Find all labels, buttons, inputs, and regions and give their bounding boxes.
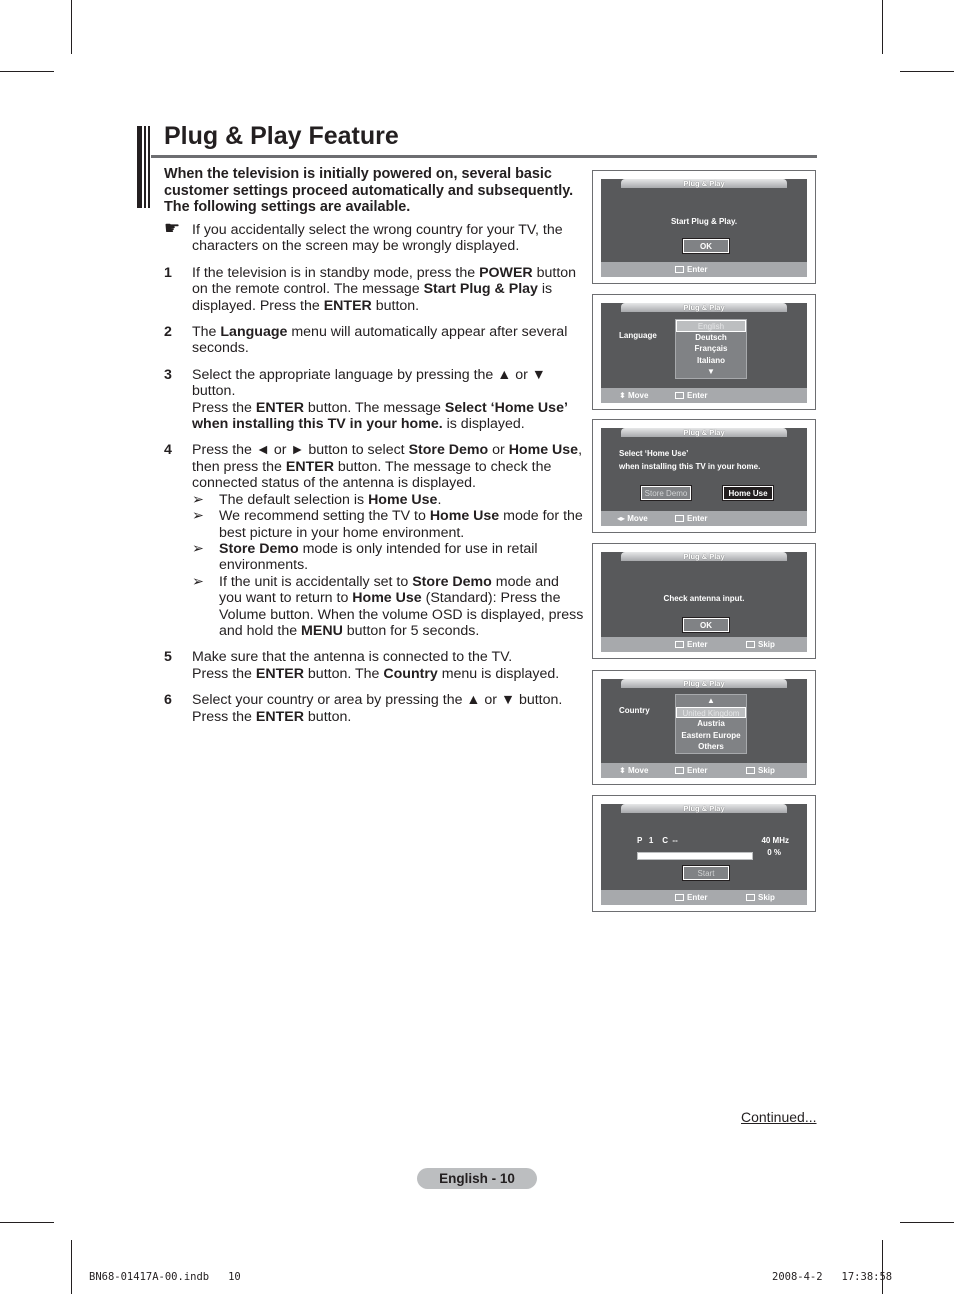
arrow-bullet-icon: ➢ <box>192 491 204 508</box>
step-subnote: ➢ If the unit is accidentally set to Store Demo mode and you want to return to Home Use (Standard): Press the Volume button. When the volume OSD is displayed, press and hold the MENU button for 5 seconds. <box>192 573 584 639</box>
osd-header: Plug & Play <box>621 179 787 188</box>
enter-icon <box>675 894 684 901</box>
title-rule <box>151 155 817 158</box>
country-option[interactable]: Others <box>698 742 724 751</box>
skip-label: Skip <box>758 640 775 649</box>
country-label: Country <box>619 706 650 715</box>
print-slug-file: BN68-01417A-00.indb 10 <box>89 1271 241 1283</box>
step-item <box>164 367 584 433</box>
step-number: 2 <box>164 324 172 341</box>
step-item <box>164 265 584 314</box>
step-text: The Language menu will automatically appear after several seconds. <box>192 324 568 357</box>
enter-label: Enter <box>687 766 708 775</box>
osd-screen-channel-search <box>592 795 816 912</box>
enter-label: Enter <box>687 514 708 523</box>
step-text: If the television is in standby mode, press the POWER button on the remote control. The message Start Plug & Play is displayed. Press the ENTER button. <box>192 264 577 314</box>
crop-mark <box>71 1240 72 1294</box>
enter-icon <box>675 641 684 648</box>
language-list[interactable] <box>675 319 747 379</box>
step-subnote: ➢ Store Demo mode is only intended for use in retail environments. <box>192 540 538 574</box>
osd-header: Plug & Play <box>621 428 787 437</box>
step-text: Select your country or area by pressing the ▲ or ▼ button. Press the ENTER button. <box>192 692 563 725</box>
step-item <box>164 649 584 682</box>
step-number: 4 <box>164 442 172 459</box>
arrow-bullet-icon: ➢ <box>192 573 204 590</box>
crop-mark <box>0 1222 54 1223</box>
enter-label: Enter <box>687 265 708 274</box>
skip-icon <box>746 641 755 648</box>
language-option[interactable]: Français <box>694 344 728 353</box>
step-text: Select the appropriate language by pressing the ▲ or ▼ button. Press the ENTER button. The message Select ‘Home Use’ when installing this TV in your home. is displayed. <box>192 366 568 433</box>
leftright-icon: ◂▸ <box>617 514 628 523</box>
osd-message: Check antenna input. <box>663 594 745 603</box>
instructions <box>164 218 584 735</box>
osd-screen-home-use <box>592 419 816 533</box>
move-label: Move <box>627 391 649 400</box>
step-subnote: ➢ The default selection is Home Use. <box>192 491 442 508</box>
step-number: 3 <box>164 366 172 383</box>
home-use-button[interactable]: Home Use <box>723 486 773 500</box>
updown-icon: ⬍ <box>619 766 628 775</box>
step-item <box>164 324 584 357</box>
country-option[interactable]: Austria <box>697 719 725 728</box>
osd-screen-language <box>592 294 816 410</box>
page-number-badge: English - 10 <box>417 1168 537 1189</box>
pointing-hand-icon: ☛ <box>164 218 181 238</box>
osd-line2: when installing this TV in your home. <box>619 462 761 471</box>
enter-icon <box>675 392 684 399</box>
language-option[interactable]: English <box>676 320 746 332</box>
crop-mark <box>0 71 54 72</box>
updown-icon: ⬍ <box>619 391 628 400</box>
crop-mark <box>882 0 883 54</box>
osd-screen-start <box>592 170 816 284</box>
step-item <box>164 692 584 725</box>
step-item <box>164 442 584 639</box>
osd-header: Plug & Play <box>621 804 787 813</box>
enter-icon <box>675 515 684 522</box>
country-option[interactable]: Eastern Europe <box>681 730 741 740</box>
skip-label: Skip <box>758 893 775 902</box>
country-list[interactable] <box>675 694 747 754</box>
scroll-up-icon[interactable]: ▲ <box>707 696 715 705</box>
enter-label: Enter <box>687 893 708 902</box>
arrow-bullet-icon: ➢ <box>192 540 204 557</box>
frequency-readout: 40 MHz <box>761 836 789 845</box>
crop-mark <box>71 0 72 54</box>
step-text: Make sure that the antenna is connected to the TV. Press the ENTER button. The Country menu is displayed. <box>192 649 560 682</box>
crop-mark <box>882 1240 883 1294</box>
search-progress-bar <box>637 852 753 860</box>
print-slug-date: 2008-4-2 17:38:58 <box>772 1271 893 1283</box>
progress-percent: 0 % <box>767 848 781 857</box>
language-option[interactable]: Deutsch <box>695 332 727 342</box>
note <box>164 218 584 255</box>
start-button[interactable]: Start <box>683 866 729 880</box>
ok-button[interactable]: OK <box>683 239 729 253</box>
country-option[interactable]: United Kingdom <box>676 707 746 719</box>
ok-button[interactable]: OK <box>683 618 729 632</box>
store-demo-button[interactable]: Store Demo <box>641 486 691 500</box>
step-subnote: ➢ We recommend setting the TV to Home Use mode for the best picture in your home environment. <box>192 508 583 541</box>
enter-icon <box>675 767 684 774</box>
crop-mark <box>900 71 954 72</box>
arrow-bullet-icon: ➢ <box>192 508 204 525</box>
step-number: 5 <box>164 649 172 666</box>
osd-message: Start Plug & Play. <box>670 217 738 226</box>
scroll-down-icon[interactable]: ▼ <box>707 367 715 376</box>
move-label: Move <box>627 766 649 775</box>
heading-bars <box>137 126 151 208</box>
language-option[interactable]: Italiano <box>696 355 725 365</box>
osd-header: Plug & Play <box>621 679 787 688</box>
osd-header: Plug & Play <box>621 552 787 561</box>
move-label: Move <box>627 514 648 523</box>
enter-label: Enter <box>687 391 708 400</box>
step-number: 1 <box>164 264 172 281</box>
enter-icon <box>675 266 684 273</box>
skip-icon <box>746 767 755 774</box>
language-label: Language <box>619 331 657 340</box>
skip-label: Skip <box>758 766 775 775</box>
step-text: Press the ◄ or ► button to select Store Demo or Home Use, then press the ENTER button. The message to check the connected status of the antenna is displayed. <box>192 442 583 492</box>
intro-text: When the television is initially powered on, several basic customer settings proceed automatically and subsequently. The following settings are available. <box>164 166 574 216</box>
crop-mark <box>900 1222 954 1223</box>
osd-line1: Select ‘Home Use’ <box>619 449 689 458</box>
osd-screen-country <box>592 670 816 785</box>
skip-icon <box>746 894 755 901</box>
continued-link: Continued... <box>741 1109 817 1125</box>
channel-readout: P 1 C -- <box>637 836 678 845</box>
enter-label: Enter <box>687 640 708 649</box>
step-list <box>164 265 584 725</box>
step-number: 6 <box>164 692 172 709</box>
osd-header: Plug & Play <box>621 303 787 312</box>
page-title: Plug & Play Feature <box>164 122 399 150</box>
note-text: If you accidentally select the wrong country for your TV, the characters on the screen may be wrongly displayed. <box>192 222 563 255</box>
osd-screen-antenna <box>592 543 816 659</box>
